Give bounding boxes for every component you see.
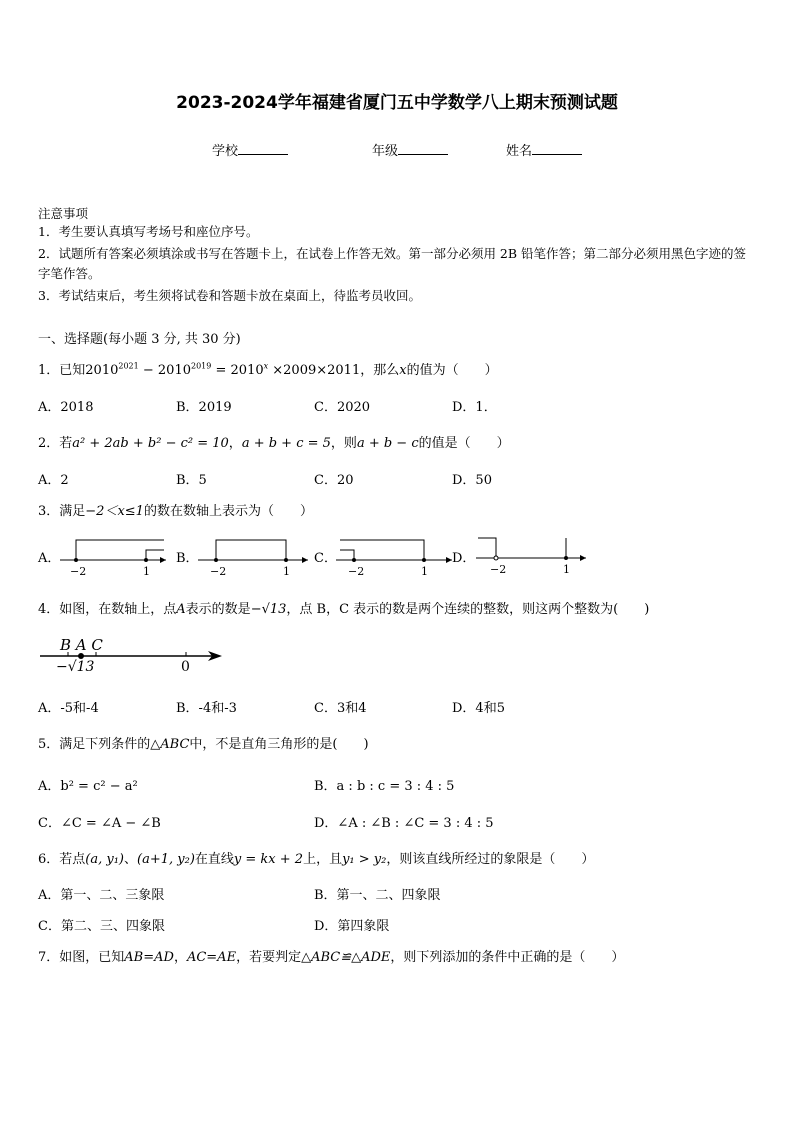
q4-option-d[interactable]: D．4和5 (452, 701, 505, 716)
q1-option-b[interactable]: B．2019 (176, 400, 232, 415)
q6-end: ，则该直线所经过的象限是（ ） (386, 852, 595, 867)
range-right (340, 550, 354, 560)
q7-text2: ，若要判定 (236, 950, 302, 965)
q5-option-b[interactable]: B．a : b : c = 3 : 4 : 5 (314, 779, 455, 794)
notes-title: 注意事项 (38, 206, 89, 221)
q1-option-d[interactable]: D．1． (452, 400, 497, 415)
q6-mid2: 上，且 (303, 852, 343, 867)
point-right (284, 558, 288, 562)
q1-suffix: ，那么 (360, 363, 400, 378)
q4-number-line (38, 634, 228, 674)
q1-expr (85, 363, 360, 378)
q2-option-d[interactable]: D．50 (452, 473, 492, 488)
school-label: 学校 (212, 144, 239, 159)
fig-neg: −√13 (56, 659, 95, 674)
arrow-icon (580, 555, 586, 561)
q3-end: 的数在数轴上表示为（ ） (143, 504, 313, 519)
q2-expr2: a + b + c = 5 (241, 436, 331, 451)
point-right (422, 558, 426, 562)
q3-number-line-a (58, 530, 168, 580)
grade-field (372, 140, 448, 159)
q6-option-d[interactable]: D．第四象限 (314, 919, 390, 934)
q6-cond: y₁ > y₂ (342, 852, 387, 867)
q4-option-c[interactable]: C．3和4 (314, 701, 367, 716)
point-left (494, 556, 498, 560)
q2-expr1: a² + 2ab + b² − c² = 10 (72, 436, 229, 451)
q6-mid1: 在直线 (194, 852, 234, 867)
q7-sep: ， (173, 950, 187, 965)
arrow-icon (160, 557, 166, 563)
question-2 (38, 432, 510, 451)
q3-prefix: 3．满足 (38, 504, 86, 519)
q4-mid1: 表示的数是 (185, 602, 251, 617)
question-3 (38, 500, 313, 519)
q6-sep: 、 (124, 852, 138, 867)
fig-zero: 0 (181, 659, 190, 674)
q4-option-a[interactable]: A．-5和-4 (38, 701, 99, 716)
question-7 (38, 946, 624, 965)
q3-option-b[interactable]: B． (176, 551, 199, 566)
q1-option-a[interactable]: A．2018 (38, 400, 94, 415)
name-label: 姓名 (506, 144, 533, 159)
tick-right: 1 (421, 565, 428, 578)
q3-option-c[interactable]: C． (314, 551, 337, 566)
q4-point-a: A (176, 602, 186, 617)
q1-base1: 2010 (85, 363, 119, 378)
q2-end: 的值是（ ） (418, 436, 510, 451)
name-field (506, 140, 582, 159)
q7-text3: ，则下列添加的条件中正确的是（ ） (390, 950, 625, 965)
q5-tri: △ABC (150, 737, 190, 752)
q5-option-d[interactable]: D．∠A : ∠B : ∠C = 3 : 4 : 5 (314, 816, 494, 831)
q7-text1: 7．如图，已知 (38, 950, 125, 965)
range-left (478, 538, 496, 558)
q1-prefix: 1．已知 (38, 363, 86, 378)
q6-prefix: 6．若点 (38, 852, 86, 867)
name-blank[interactable] (532, 142, 582, 155)
tick-left: −2 (348, 565, 365, 578)
question-5 (38, 733, 369, 752)
school-field (212, 140, 288, 159)
grade-blank[interactable] (398, 142, 448, 155)
q1-eq: = (211, 363, 231, 378)
q1-minus: − (138, 363, 158, 378)
q6-p1: (a, y₁) (85, 852, 124, 867)
q1-exp3: x (263, 361, 269, 371)
note-item-3: 3．考试结束后，考生须将试卷和答题卡放在桌面上，待监考员收回。 (38, 288, 421, 303)
q7-c2: AC=AE (186, 950, 237, 965)
point-left (214, 558, 218, 562)
q6-option-b[interactable]: B．第一、二、四象限 (314, 888, 441, 903)
q6-option-c[interactable]: C．第二、三、四象限 (38, 919, 165, 934)
q2-expr3: a + b − c (356, 436, 419, 451)
q2-option-c[interactable]: C．20 (314, 473, 354, 488)
q4-mid2: ，点 B，C 表示的数是两个连续的整数，则这两个整数为( ) (286, 602, 650, 617)
point-left (352, 558, 356, 562)
q2-prefix: 2．若 (38, 436, 73, 451)
question-6 (38, 848, 594, 867)
page-title: 2023-2024学年福建省厦门五中学数学八上期末预测试题 (176, 93, 618, 113)
section-heading: 一、选择题(每小题 3 分, 共 30 分) (38, 332, 241, 347)
q7-c3: △ABC≌△ADE (301, 950, 391, 965)
q2-option-b[interactable]: B．5 (176, 473, 207, 488)
q2-mid: ，则 (330, 436, 357, 451)
q6-p2: (a+1, y₂) (137, 852, 195, 867)
tick-right: 1 (283, 565, 290, 578)
note-item-1: 1．考生要认真填写考场号和座位序号。 (38, 224, 259, 239)
q5-option-c[interactable]: C．∠C = ∠A − ∠B (38, 816, 161, 831)
q6-line: y = kx + 2 (233, 852, 304, 867)
q5-end: 中，不是直角三角形的是( ) (189, 737, 369, 752)
q1-option-c[interactable]: C．2020 (314, 400, 371, 415)
q1-var: x (399, 363, 407, 378)
q1-base2: 2010 (157, 363, 191, 378)
tick-left: −2 (490, 563, 507, 576)
q5-option-a[interactable]: A．b² = c² − a² (38, 779, 138, 794)
fig-labels: B A C (60, 636, 103, 654)
q4-option-b[interactable]: B．-4和-3 (176, 701, 237, 716)
q1-rest: ×2009×2011 (268, 363, 361, 378)
grade-label: 年级 (372, 144, 399, 159)
arrow-icon (302, 557, 308, 563)
q1-base3: 2010 (230, 363, 264, 378)
q7-c1: AB=AD (124, 950, 174, 965)
range-bracket (216, 540, 286, 560)
q6-option-a[interactable]: A．第一、二、三象限 (38, 888, 165, 903)
q4-expr: −√13 (250, 602, 287, 617)
point-left (74, 558, 78, 562)
tick-left: −2 (70, 565, 87, 578)
tick-left: −2 (210, 565, 227, 578)
q3-option-d[interactable]: D． (452, 551, 476, 566)
q2-sep: ， (228, 436, 242, 451)
note-item-2: 2．试题所有答案必须填涂或书写在答题卡上，在试卷上作答无效。第一部分必须用 2B 铅笔作答；第二部分必须用黑色字迹的签字笔作答。 (38, 246, 747, 281)
q1-exp1: 2021 (118, 361, 139, 371)
q3-number-line-b (196, 530, 311, 580)
point-right (144, 558, 148, 562)
question-4 (38, 598, 649, 617)
tick-right: 1 (143, 565, 150, 578)
school-blank[interactable] (238, 142, 288, 155)
q2-option-a[interactable]: A．2 (38, 473, 69, 488)
q3-ineq: −2＜x≤1 (85, 504, 144, 519)
point-right (564, 556, 568, 560)
q1-exp2: 2019 (191, 361, 212, 371)
q3-option-a[interactable]: A． (38, 551, 61, 566)
q3-number-line-c (334, 530, 454, 580)
tick-right: 1 (563, 563, 570, 576)
question-1 (38, 359, 498, 378)
q5-prefix: 5．满足下列条件的 (38, 737, 151, 752)
q4-prefix: 4．如图，在数轴上，点 (38, 602, 177, 617)
q1-end: 的值为（ ） (406, 363, 498, 378)
q3-number-line-d (474, 528, 589, 578)
